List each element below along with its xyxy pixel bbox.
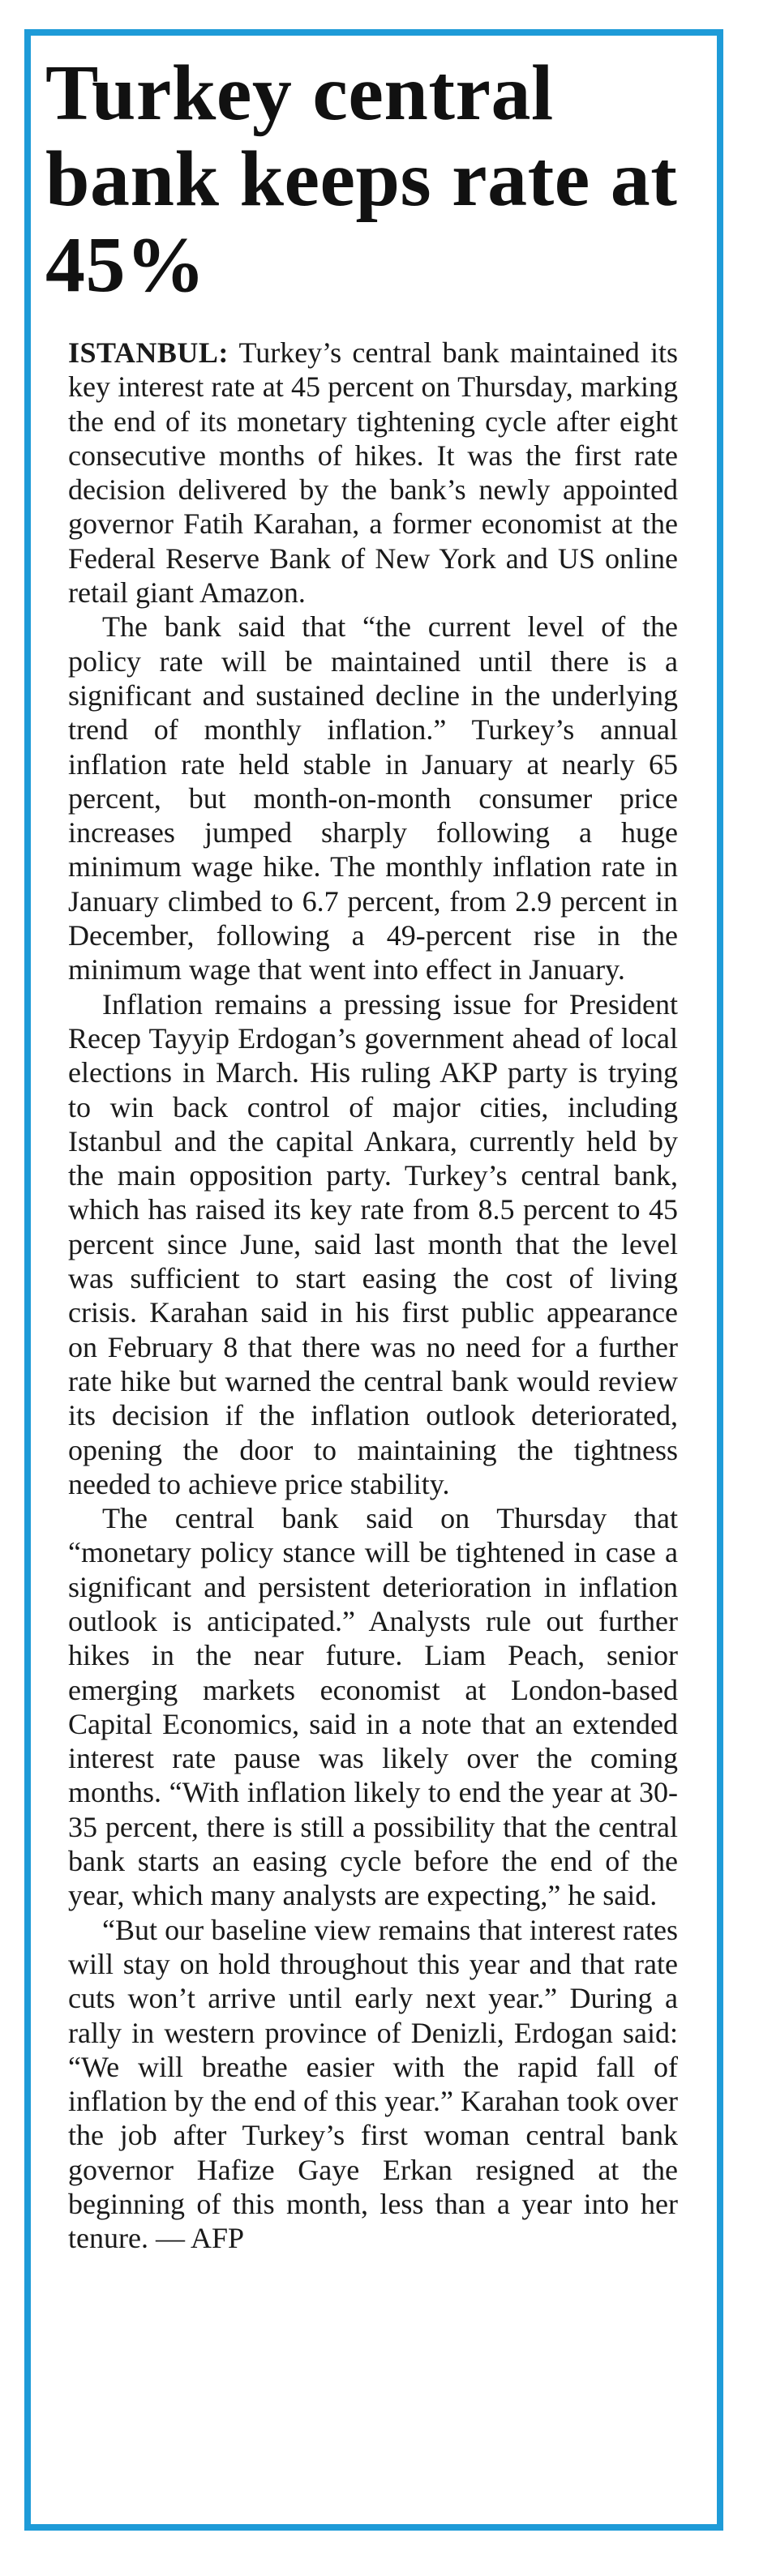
article-headline: Turkey central bank keeps rate at 45% xyxy=(45,49,678,309)
article-paragraph-5: “But our baseline view remains that interest rates will stay on hold throughout this year and that rate cuts won’t arrive until early next year.” During a rally in western province of Denizli, Erdogan said: “We will breathe easier with the rapid fall of inflation by the end of this year.” Karahan took over the job after Turkey’s first woman central bank governor Hafize Gaye Erkan resigned at the beginning of this month, less than a year into her tenure. — AFP xyxy=(68,1913,678,2255)
article-body xyxy=(68,336,678,2256)
article-paragraph-3: Inflation remains a pressing issue for President Recep Tayyip Erdogan’s government ahead of local elections in March. His ruling AKP party is trying to win back control of major cities, including Istanbul and the capital Ankara, currently held by the main opposition party. Turkey’s central bank, which has raised its key rate from 8.5 percent to 45 percent since June, said last month that the level was sufficient to start easing the cost of living crisis. Karahan said in his first public appearance on February 8 that there was no need for a further rate hike but warned the central bank would review its decision if the inflation outlook deteriorated, opening the door to maintaining the tightness needed to achieve price stability. xyxy=(68,987,678,1500)
dateline: ISTANBUL: xyxy=(68,336,229,369)
article-paragraph-2: The bank said that “the current level of the policy rate will be maintained until there is a significant and sustained decline in the underlying trend of monthly inflation.” Turkey’s annual inflation rate held stable in January at nearly 65 percent, but month-on-month consumer price increases jumped sharply following a huge minimum wage hike. The monthly inflation rate in January climbed to 6.7 percent, from 2.9 percent in December, following a 49-percent rise in the minimum wage that went into effect in January. xyxy=(68,610,678,986)
paragraph-text: Turkey’s central bank maintained its key interest rate at 45 percent on Thursday, marking the end of its monetary tightening cycle after eight consecutive months of hikes. It was the first rate decision delivered by the bank’s newly appointed governor Fatih Karahan, a former economist at the Federal Reserve Bank of New York and US online retail giant Amazon. xyxy=(68,336,678,610)
article-paragraph-1 xyxy=(68,336,678,610)
article-paragraph-4: The central bank said on Thursday that “monetary policy stance will be tightened in case a significant and persistent deterioration in inflation outlook is anticipated.” Analysts rule out further hikes in the near future. Liam Peach, senior emerging markets economist at London-based Capital Economics, said in a note that an extended interest rate pause was likely over the coming months. “With inflation likely to end the year at 30-35 percent, there is still a possibility that the central bank starts an easing cycle before the end of the year, which many analysts are expecting,” he said. xyxy=(68,1502,678,1912)
